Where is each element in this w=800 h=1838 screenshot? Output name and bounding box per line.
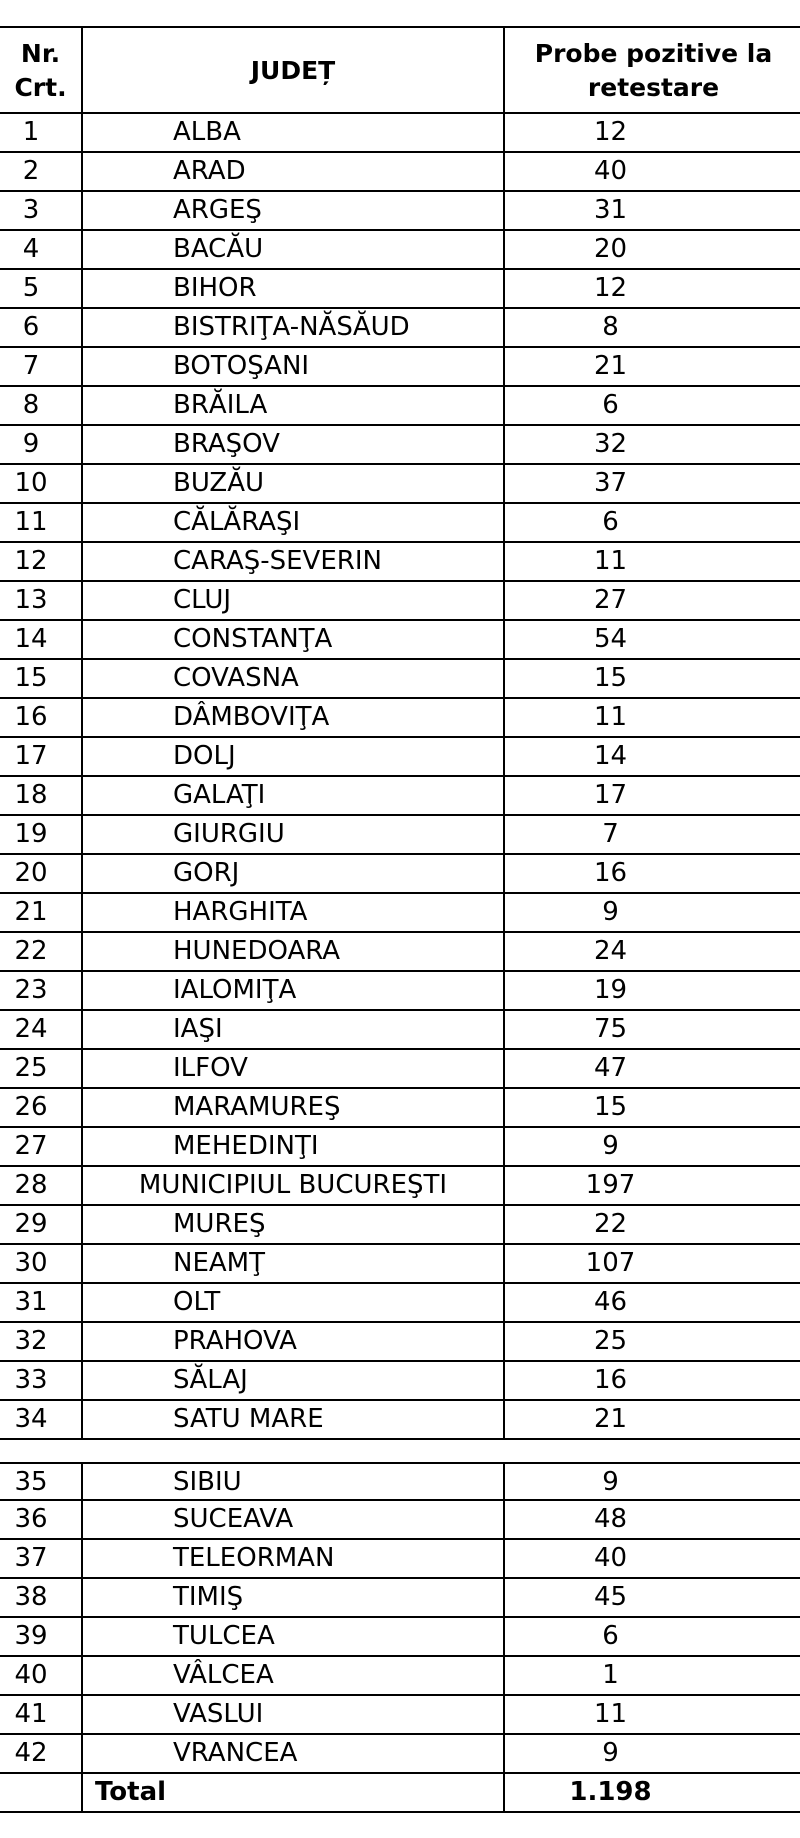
table-row (0, 1696, 800, 1735)
cell-judet: IAŞI (81, 1011, 503, 1048)
cell-nr: 15 (14, 663, 48, 693)
cell-judet: TELEORMAN (81, 1540, 503, 1577)
cell-probe-pozitive: 9 (503, 1735, 800, 1772)
cell-judet: BRAŞOV (81, 426, 503, 463)
cell-judet: COVASNA (81, 660, 503, 697)
cell-probe-pozitive: 22 (503, 1206, 800, 1243)
cell-probe-pozitive: 1 (503, 1657, 800, 1694)
cell-judet: GORJ (81, 855, 503, 892)
table-row (0, 543, 800, 582)
cell-judet: DÂMBOVIŢA (81, 699, 503, 736)
cell-judet: SATU MARE (81, 1401, 503, 1438)
cell-nr: 40 (14, 1660, 48, 1690)
table-row (0, 270, 800, 309)
cell-nr: 10 (14, 468, 48, 498)
cell-nr: 31 (14, 1287, 48, 1317)
cell-nr: 12 (14, 546, 48, 576)
table-row (0, 972, 800, 1011)
cell-probe-pozitive: 21 (503, 348, 800, 385)
table-row (0, 1362, 800, 1401)
cell-nr: 2 (22, 156, 40, 186)
cell-judet: MUNICIPIUL BUCUREŞTI (81, 1167, 503, 1204)
table-row (0, 192, 800, 231)
table-row (0, 1323, 800, 1362)
header-nr-crt: Nr. Crt. (14, 39, 67, 102)
table-row (0, 153, 800, 192)
cell-nr: 19 (14, 819, 48, 849)
cell-nr: 34 (14, 1404, 48, 1434)
cell-probe-pozitive: 25 (503, 1323, 800, 1360)
cell-nr: 20 (14, 858, 48, 888)
table-row (0, 660, 800, 699)
cell-judet: SUCEAVA (81, 1501, 503, 1538)
table-row (0, 777, 800, 816)
cell-probe-pozitive: 6 (503, 387, 800, 424)
cell-judet: MUREŞ (81, 1206, 503, 1243)
cell-probe-pozitive: 24 (503, 933, 800, 970)
cell-judet: BUZĂU (81, 465, 503, 502)
cell-judet: MARAMUREŞ (81, 1089, 503, 1126)
table-row (0, 1089, 800, 1128)
table-row (0, 1245, 800, 1284)
cell-probe-pozitive: 9 (503, 894, 800, 931)
table-row (0, 426, 800, 465)
table-row (0, 504, 800, 543)
cell-judet: PRAHOVA (81, 1323, 503, 1360)
cell-nr: 38 (14, 1582, 48, 1612)
cell-nr: 7 (22, 351, 40, 381)
cell-nr: 41 (14, 1699, 48, 1729)
table-row (0, 1050, 800, 1089)
cell-probe-pozitive: 7 (503, 816, 800, 853)
cell-probe-pozitive: 197 (503, 1167, 800, 1204)
cell-probe-pozitive: 31 (503, 192, 800, 229)
cell-judet: DOLJ (81, 738, 503, 775)
cell-nr: 13 (14, 585, 48, 615)
cell-judet: CLUJ (81, 582, 503, 619)
cell-nr: 29 (14, 1209, 48, 1239)
total-value: 1.198 (503, 1774, 800, 1811)
cell-nr: 21 (14, 897, 48, 927)
table-row (0, 582, 800, 621)
cell-judet: VÂLCEA (81, 1657, 503, 1694)
table-row (0, 1540, 800, 1579)
table-row (0, 894, 800, 933)
cell-probe-pozitive: 6 (503, 504, 800, 541)
cell-nr: 18 (14, 780, 48, 810)
cell-judet: SIBIU (81, 1464, 503, 1501)
table-row (0, 1284, 800, 1323)
cell-nr: 28 (14, 1170, 48, 1200)
cell-nr: 1 (22, 117, 40, 147)
cell-probe-pozitive: 8 (503, 309, 800, 346)
cell-judet: HARGHITA (81, 894, 503, 931)
cell-judet: BRĂILA (81, 387, 503, 424)
table-row (0, 231, 800, 270)
header-judet: JUDEȚ (81, 28, 503, 114)
cell-nr: 35 (14, 1467, 48, 1497)
cell-probe-pozitive: 17 (503, 777, 800, 814)
cell-probe-pozitive: 40 (503, 153, 800, 190)
cell-probe-pozitive: 75 (503, 1011, 800, 1048)
cell-probe-pozitive: 48 (503, 1501, 800, 1538)
table-row (0, 114, 800, 153)
table-row (0, 1735, 800, 1774)
cell-judet: VRANCEA (81, 1735, 503, 1772)
cell-judet: ILFOV (81, 1050, 503, 1087)
cell-judet: VASLUI (81, 1696, 503, 1733)
cell-probe-pozitive: 15 (503, 660, 800, 697)
cell-judet: CARAŞ-SEVERIN (81, 543, 503, 580)
cell-judet: HUNEDOARA (81, 933, 503, 970)
cell-probe-pozitive: 21 (503, 1401, 800, 1438)
table-row (0, 1206, 800, 1245)
cell-nr: 14 (14, 624, 48, 654)
cell-probe-pozitive: 12 (503, 270, 800, 307)
total-label: Total (81, 1774, 503, 1811)
cell-judet: BISTRIŢA-NĂSĂUD (81, 309, 503, 346)
table-row (0, 699, 800, 738)
cell-nr: 8 (22, 390, 40, 420)
cell-nr: 11 (14, 507, 48, 537)
table-row (0, 738, 800, 777)
cell-nr: 25 (14, 1053, 48, 1083)
cell-nr: 16 (14, 702, 48, 732)
cell-judet: ARGEŞ (81, 192, 503, 229)
table-row (0, 1501, 800, 1540)
cell-probe-pozitive: 40 (503, 1540, 800, 1577)
cell-nr: 9 (22, 429, 40, 459)
cell-judet: IALOMIŢA (81, 972, 503, 1009)
cell-judet: GALAŢI (81, 777, 503, 814)
cell-judet: OLT (81, 1284, 503, 1321)
table-row (0, 1462, 800, 1501)
table-header (0, 26, 800, 114)
cell-probe-pozitive: 107 (503, 1245, 800, 1282)
cell-probe-pozitive: 11 (503, 543, 800, 580)
cell-probe-pozitive: 19 (503, 972, 800, 1009)
cell-probe-pozitive: 16 (503, 1362, 800, 1399)
cell-nr: 30 (14, 1248, 48, 1278)
cell-probe-pozitive: 45 (503, 1579, 800, 1616)
table-row (0, 1128, 800, 1167)
cell-probe-pozitive: 47 (503, 1050, 800, 1087)
table-row (0, 309, 800, 348)
cell-nr: 17 (14, 741, 48, 771)
table-row (0, 1657, 800, 1696)
cell-probe-pozitive: 37 (503, 465, 800, 502)
cell-judet: TIMIŞ (81, 1579, 503, 1616)
cell-nr: 22 (14, 936, 48, 966)
total-row (0, 1774, 800, 1813)
cell-nr: 27 (14, 1131, 48, 1161)
cell-nr: 5 (22, 273, 40, 303)
cell-judet: SĂLAJ (81, 1362, 503, 1399)
cell-probe-pozitive: 9 (503, 1128, 800, 1165)
cell-judet: CĂLĂRAŞI (81, 504, 503, 541)
cell-probe-pozitive: 14 (503, 738, 800, 775)
cell-nr: 4 (22, 234, 40, 264)
cell-nr: 3 (22, 195, 40, 225)
table-row (0, 816, 800, 855)
cell-nr: 24 (14, 1014, 48, 1044)
cell-nr: 39 (14, 1621, 48, 1651)
cell-probe-pozitive: 46 (503, 1284, 800, 1321)
table-row (0, 855, 800, 894)
cell-judet: BACĂU (81, 231, 503, 268)
cell-judet: MEHEDINŢI (81, 1128, 503, 1165)
cell-nr: 26 (14, 1092, 48, 1122)
cell-judet: TULCEA (81, 1618, 503, 1655)
cell-nr: 32 (14, 1326, 48, 1356)
cell-judet: CONSTANŢA (81, 621, 503, 658)
table-row (0, 1167, 800, 1206)
table-row (0, 1618, 800, 1657)
cell-judet: GIURGIU (81, 816, 503, 853)
table-row (0, 933, 800, 972)
cell-probe-pozitive: 27 (503, 582, 800, 619)
table-row (0, 1579, 800, 1618)
cell-probe-pozitive: 16 (503, 855, 800, 892)
cell-nr: 42 (14, 1738, 48, 1768)
cell-probe-pozitive: 11 (503, 1696, 800, 1733)
table-row (0, 1401, 800, 1440)
cell-nr: 33 (14, 1365, 48, 1395)
cell-probe-pozitive: 12 (503, 114, 800, 151)
table-row (0, 1011, 800, 1050)
table-row (0, 387, 800, 426)
cell-judet: BIHOR (81, 270, 503, 307)
table-row (0, 621, 800, 660)
cell-judet: ALBA (81, 114, 503, 151)
cell-probe-pozitive: 20 (503, 231, 800, 268)
cell-probe-pozitive: 15 (503, 1089, 800, 1126)
cell-probe-pozitive: 54 (503, 621, 800, 658)
cell-nr: 37 (14, 1543, 48, 1573)
cell-judet: ARAD (81, 153, 503, 190)
cell-nr: 6 (22, 312, 40, 342)
cell-probe-pozitive: 9 (503, 1464, 800, 1501)
cell-nr-empty (0, 1774, 62, 1811)
cell-nr: 36 (14, 1504, 48, 1534)
cell-probe-pozitive: 32 (503, 426, 800, 463)
cell-judet: BOTOŞANI (81, 348, 503, 385)
cell-nr: 23 (14, 975, 48, 1005)
cell-probe-pozitive: 6 (503, 1618, 800, 1655)
header-probe-pozitive: Probe pozitive la retestare (503, 28, 800, 114)
cell-judet: NEAMŢ (81, 1245, 503, 1282)
cell-probe-pozitive: 11 (503, 699, 800, 736)
table-row (0, 465, 800, 504)
table-row (0, 348, 800, 387)
